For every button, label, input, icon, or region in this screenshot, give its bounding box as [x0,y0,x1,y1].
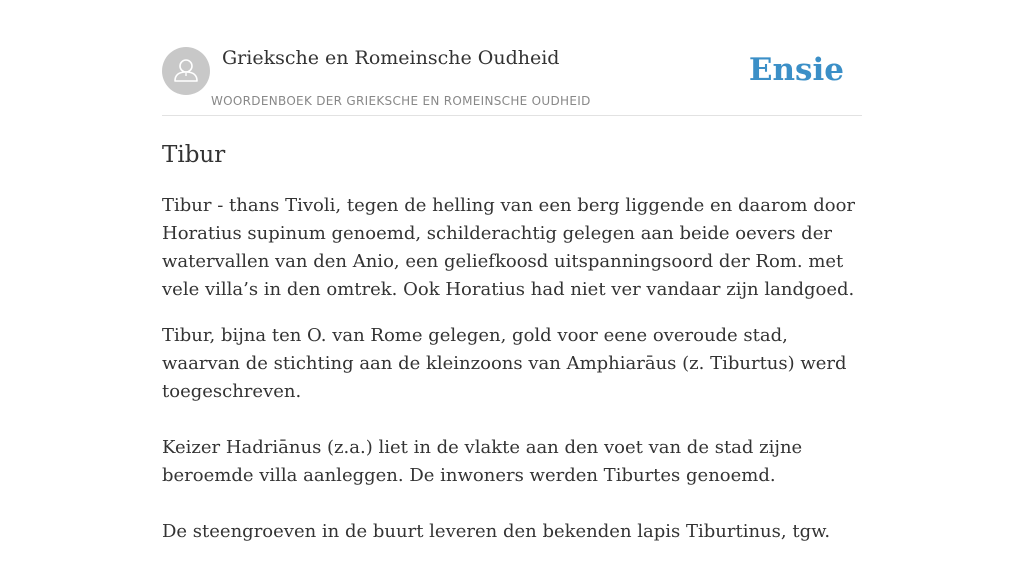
definition-paragraph: De steengroeven in de buurt leveren den bekenden lapis Tiburtinus, tgw. [162,521,831,542]
user-silhouette-icon[interactable] [162,47,210,95]
entry-title: Tibur [162,142,226,168]
ensie-logo[interactable]: Ensie [748,52,844,88]
definition-paragraph: Tibur - thans Tivoli, tegen de helling van een berg liggende en daarom door Horatius supinum genoemd, schilderachtig gelegen aan beide oevers der watervallen van den Anio, een geliefkoosd uitspanningsoord der Rom. met vele villa’s in den omtrek. Ook Horatius had niet ver vandaar zijn landgoed. [162,195,856,300]
definition-paragraph: Keizer Hadriānus (z.a.) liet in de vlakte aan den voet van de stad zijne beroemde villa aanleggen. De inwoners werden Tiburtes genoemd. [162,437,803,486]
dictionary-header [162,0,862,116]
dictionary-subtitle: WOORDENBOEK DER GRIEKSCHE EN ROMEINSCHE OUDHEID [211,94,591,108]
dictionary-title-link[interactable]: Grieksche en Romeinsche Oudheid [222,47,560,69]
definition-paragraph: Tibur, bijna ten O. van Rome gelegen, gold voor eene overoude stad, waarvan de stichting aan de kleinzoons van Amphiarāus (z. Tiburtus) werd toegeschreven. [162,325,847,402]
page-container [162,0,862,542]
entry-definition [162,192,862,564]
